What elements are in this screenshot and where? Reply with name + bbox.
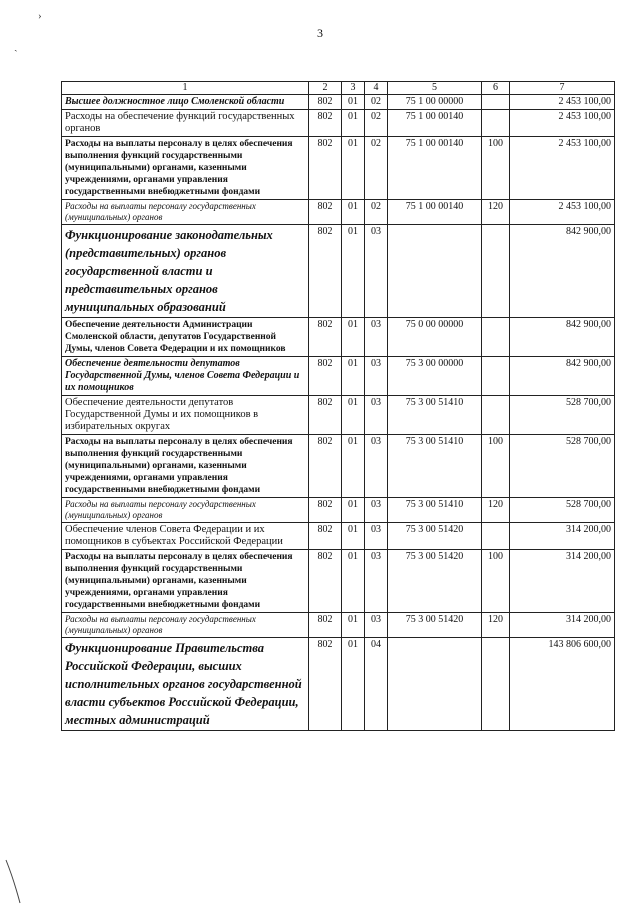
row-amount-cell: 314 200,00 xyxy=(510,550,615,613)
row-amount-cell: 2 453 100,00 xyxy=(510,95,615,110)
row-name-cell: Обеспечение членов Совета Федерации и их помощников в субъектах Российской Федерации xyxy=(62,523,309,550)
table-row xyxy=(62,523,615,550)
row-amount-cell: 842 900,00 xyxy=(510,357,615,396)
row-amount-cell: 2 453 100,00 xyxy=(510,110,615,137)
row-expense-type-cell xyxy=(482,95,510,110)
row-name-cell: Обеспечение деятельности Администрации Смоленской области, депутатов Государственной Думы, членов Совета Федерации и их помощников xyxy=(62,318,309,357)
row-section-cell: 01 xyxy=(342,523,365,550)
row-amount-cell: 314 200,00 xyxy=(510,613,615,638)
row-admin-code-cell: 802 xyxy=(309,498,342,523)
row-admin-code-cell: 802 xyxy=(309,137,342,200)
row-target-article-cell: 75 3 00 51410 xyxy=(388,435,482,498)
row-target-article-cell: 75 3 00 51420 xyxy=(388,523,482,550)
row-target-article-cell: 75 1 00 00140 xyxy=(388,137,482,200)
row-target-article-cell: 75 3 00 00000 xyxy=(388,357,482,396)
row-amount-cell: 528 700,00 xyxy=(510,396,615,435)
row-target-article-cell xyxy=(388,225,482,318)
row-amount-cell: 143 806 600,00 xyxy=(510,638,615,731)
row-target-article-cell xyxy=(388,638,482,731)
row-name-cell: Функционирование Правительства Российской Федерации, высших исполнительных органов государственной власти субъектов Российской Федерации, местных администраций xyxy=(62,638,309,731)
row-amount-cell: 2 453 100,00 xyxy=(510,137,615,200)
row-expense-type-cell xyxy=(482,225,510,318)
row-target-article-cell: 75 0 00 00000 xyxy=(388,318,482,357)
row-name-cell: Расходы на выплаты персоналу государственных (муниципальных) органов xyxy=(62,200,309,225)
row-expense-type-cell: 120 xyxy=(482,200,510,225)
row-expense-type-cell xyxy=(482,396,510,435)
margin-mark-left: ˎ xyxy=(14,40,18,52)
row-amount-cell: 842 900,00 xyxy=(510,318,615,357)
row-expense-type-cell xyxy=(482,318,510,357)
row-expense-type-cell: 100 xyxy=(482,137,510,200)
table-row xyxy=(62,613,615,638)
row-expense-type-cell xyxy=(482,357,510,396)
row-target-article-cell: 75 1 00 00140 xyxy=(388,110,482,137)
row-section-cell: 01 xyxy=(342,110,365,137)
header-col-6: 6 xyxy=(482,82,510,95)
row-target-article-cell: 75 1 00 00000 xyxy=(388,95,482,110)
row-section-cell: 01 xyxy=(342,200,365,225)
row-target-article-cell: 75 3 00 51410 xyxy=(388,498,482,523)
row-subsection-cell: 03 xyxy=(365,498,388,523)
row-subsection-cell: 02 xyxy=(365,110,388,137)
row-subsection-cell: 02 xyxy=(365,95,388,110)
row-subsection-cell: 02 xyxy=(365,200,388,225)
row-admin-code-cell: 802 xyxy=(309,435,342,498)
row-section-cell: 01 xyxy=(342,318,365,357)
row-section-cell: 01 xyxy=(342,225,365,318)
row-subsection-cell: 03 xyxy=(365,396,388,435)
row-amount-cell: 842 900,00 xyxy=(510,225,615,318)
row-subsection-cell: 03 xyxy=(365,613,388,638)
table-row xyxy=(62,550,615,613)
row-admin-code-cell: 802 xyxy=(309,200,342,225)
row-admin-code-cell: 802 xyxy=(309,95,342,110)
row-name-cell: Расходы на выплаты персоналу государственных (муниципальных) органов xyxy=(62,613,309,638)
row-section-cell: 01 xyxy=(342,95,365,110)
row-expense-type-cell xyxy=(482,110,510,137)
row-subsection-cell: 03 xyxy=(365,550,388,613)
row-subsection-cell: 04 xyxy=(365,638,388,731)
row-expense-type-cell xyxy=(482,638,510,731)
row-subsection-cell: 02 xyxy=(365,137,388,200)
table-row xyxy=(62,95,615,110)
row-expense-type-cell: 120 xyxy=(482,613,510,638)
header-col-1: 1 xyxy=(62,82,309,95)
table-row xyxy=(62,110,615,137)
row-admin-code-cell: 802 xyxy=(309,550,342,613)
row-amount-cell: 2 453 100,00 xyxy=(510,200,615,225)
row-admin-code-cell: 802 xyxy=(309,638,342,731)
row-admin-code-cell: 802 xyxy=(309,523,342,550)
table-row xyxy=(62,357,615,396)
row-expense-type-cell xyxy=(482,523,510,550)
row-name-cell: Функционирование законодательных (представительных) органов государственной власти и представительных органов муниципальных образований xyxy=(62,225,309,318)
header-col-4: 4 xyxy=(365,82,388,95)
row-section-cell: 01 xyxy=(342,498,365,523)
row-expense-type-cell: 100 xyxy=(482,550,510,613)
header-col-7: 7 xyxy=(510,82,615,95)
table-row xyxy=(62,200,615,225)
page-number: 3 xyxy=(317,26,323,40)
row-name-cell: Расходы на выплаты персоналу государственных (муниципальных) органов xyxy=(62,498,309,523)
row-name-cell: Расходы на выплаты персоналу в целях обеспечения выполнения функций государственными (муниципальными) органами, казенными учреждениями, органами управления государственными внебюджетными фондами xyxy=(62,435,309,498)
row-amount-cell: 528 700,00 xyxy=(510,498,615,523)
row-admin-code-cell: 802 xyxy=(309,613,342,638)
row-subsection-cell: 03 xyxy=(365,318,388,357)
row-subsection-cell: 03 xyxy=(365,225,388,318)
row-amount-cell: 528 700,00 xyxy=(510,435,615,498)
row-expense-type-cell: 120 xyxy=(482,498,510,523)
table-header-row xyxy=(62,82,615,95)
table-row xyxy=(62,498,615,523)
row-expense-type-cell: 100 xyxy=(482,435,510,498)
row-name-cell: Высшее должностное лицо Смоленской области xyxy=(62,95,309,110)
row-admin-code-cell: 802 xyxy=(309,357,342,396)
row-section-cell: 01 xyxy=(342,435,365,498)
row-admin-code-cell: 802 xyxy=(309,318,342,357)
row-section-cell: 01 xyxy=(342,137,365,200)
header-col-5: 5 xyxy=(388,82,482,95)
row-section-cell: 01 xyxy=(342,613,365,638)
header-col-2: 2 xyxy=(309,82,342,95)
table-row xyxy=(62,396,615,435)
row-target-article-cell: 75 1 00 00140 xyxy=(388,200,482,225)
row-target-article-cell: 75 3 00 51410 xyxy=(388,396,482,435)
row-amount-cell: 314 200,00 xyxy=(510,523,615,550)
row-admin-code-cell: 802 xyxy=(309,396,342,435)
row-admin-code-cell: 802 xyxy=(309,225,342,318)
row-subsection-cell: 03 xyxy=(365,523,388,550)
row-section-cell: 01 xyxy=(342,396,365,435)
row-name-cell: Расходы на обеспечение функций государственных органов xyxy=(62,110,309,137)
row-section-cell: 01 xyxy=(342,638,365,731)
row-target-article-cell: 75 3 00 51420 xyxy=(388,613,482,638)
row-admin-code-cell: 802 xyxy=(309,110,342,137)
header-col-3: 3 xyxy=(342,82,365,95)
row-subsection-cell: 03 xyxy=(365,435,388,498)
row-section-cell: 01 xyxy=(342,550,365,613)
table-row xyxy=(62,225,615,318)
row-name-cell: Обеспечение деятельности депутатов Государственной Думы, членов Совета Федерации и их помощников xyxy=(62,357,309,396)
margin-mark-top: › xyxy=(38,10,42,22)
row-target-article-cell: 75 3 00 51420 xyxy=(388,550,482,613)
row-name-cell: Обеспечение деятельности депутатов Государственной Думы и их помощников в избирательных округах xyxy=(62,396,309,435)
table-row xyxy=(62,638,615,731)
table-row xyxy=(62,435,615,498)
row-name-cell: Расходы на выплаты персоналу в целях обеспечения выполнения функций государственными (муниципальными) органами, казенными учреждениями, органами управления государственными внебюджетными фондами xyxy=(62,550,309,613)
row-name-cell: Расходы на выплаты персоналу в целях обеспечения выполнения функций государственными (муниципальными) органами, казенными учреждениями, органами управления государственными внебюджетными фондами xyxy=(62,137,309,200)
row-subsection-cell: 03 xyxy=(365,357,388,396)
table-row xyxy=(62,137,615,200)
table-row xyxy=(62,318,615,357)
budget-table xyxy=(61,81,615,731)
row-section-cell: 01 xyxy=(342,357,365,396)
scan-edge-mark xyxy=(0,0,40,905)
